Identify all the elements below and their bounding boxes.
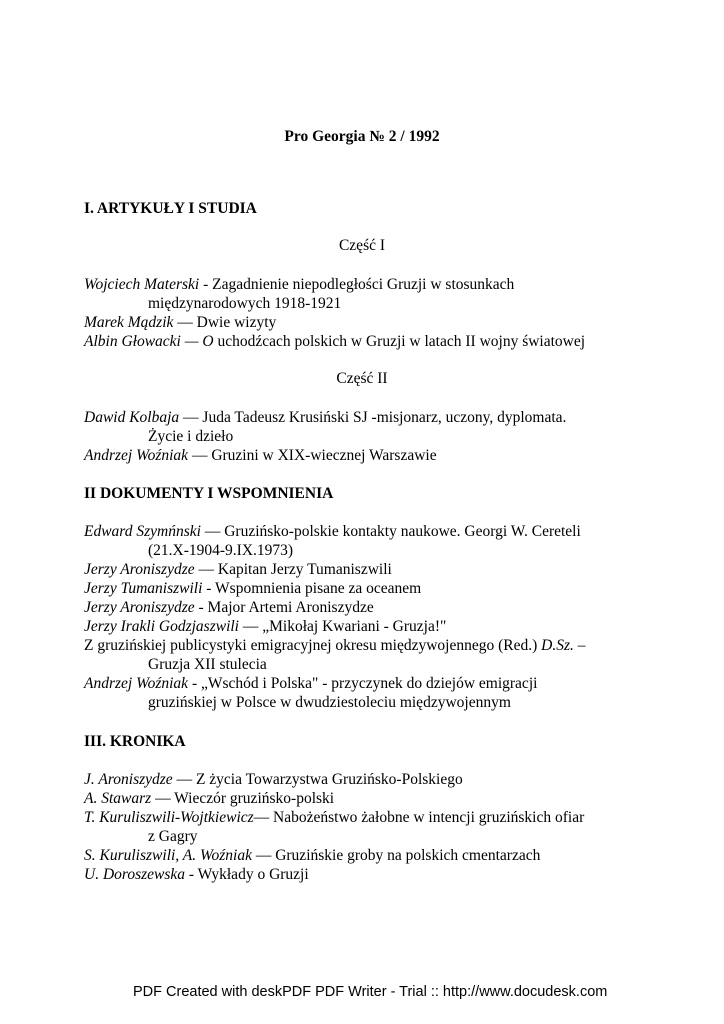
entry-title: — Wieczór gruzińsko-polski bbox=[151, 790, 335, 807]
entry-author: J. Aroniszydze bbox=[84, 771, 173, 788]
entry-author: Marek Mądzik bbox=[84, 314, 174, 331]
entry-author: Edward Szymńnski bbox=[84, 523, 201, 540]
entry-title: — Juda Tadeusz Krusiński SJ -misjonarz, uczony, dyplomata. bbox=[179, 409, 567, 426]
entry-title-continued: Życie i dzieło bbox=[148, 428, 234, 445]
toc-entry bbox=[84, 522, 644, 560]
toc-entry bbox=[84, 275, 644, 313]
entry-title-continued: gruzińskiej w Polsce w dwudziestoleciu międzywojennym bbox=[148, 694, 511, 711]
toc-entry bbox=[84, 789, 644, 808]
pdf-creator-footer: PDF Created with deskPDF PDF Writer - Trial :: http://www.docudesk.com bbox=[133, 984, 608, 1000]
toc-entry bbox=[84, 446, 644, 465]
entry-title: uchodźcach polskich w Gruzji w latach II wojny światowej bbox=[213, 333, 586, 350]
entry-title: - Wykłady o Gruzji bbox=[185, 866, 309, 883]
entry-author: Jerzy Aroniszydze bbox=[84, 599, 195, 616]
entry-title: — Z życia Towarzystwa Gruzińsko-Polskiego bbox=[172, 771, 463, 788]
entry-title: - „Wschód i Polska" - przyczynek do dziejów emigracji bbox=[188, 675, 538, 692]
entry-author: U. Doroszewska bbox=[84, 866, 186, 883]
entry-title: — Gruzini w XIX-wiecznej Warszawie bbox=[188, 447, 437, 464]
entry-title-continued: z Gagry bbox=[148, 828, 198, 845]
entry-author: Jerzy Irakli Godzjaszwili bbox=[84, 618, 239, 635]
section-heading-chronicle: III. KRONIKA bbox=[84, 733, 186, 750]
toc-entry bbox=[84, 598, 644, 617]
toc-entry bbox=[84, 332, 644, 351]
entry-title: — Kapitan Jerzy Tumaniszwili bbox=[194, 561, 392, 578]
toc-entry bbox=[84, 846, 644, 865]
entry-title-continued: Gruzja XII stulecia bbox=[148, 656, 267, 673]
entry-author: Jerzy Aroniszydze bbox=[84, 561, 195, 578]
entry-author: Andrzej Woźniak bbox=[84, 675, 189, 692]
entry-author: A. Stawarz bbox=[84, 790, 152, 807]
toc-entry bbox=[84, 674, 644, 712]
page-title: Pro Georgia № 2 / 1992 bbox=[284, 128, 440, 145]
entry-title: Z gruzińskiej publicystyki emigracyjnej okresu międzywojennego (Red.) bbox=[84, 637, 542, 654]
entry-title: — Gruzińsko-polskie kontakty naukowe. Georgi W. Cereteli bbox=[200, 523, 581, 540]
entry-author: Wojciech Materski bbox=[84, 276, 200, 293]
toc-entry bbox=[84, 865, 644, 884]
entry-title-dash: – bbox=[573, 637, 586, 654]
toc-entry bbox=[84, 313, 644, 332]
entry-author: Andrzej Woźniak bbox=[84, 447, 189, 464]
entry-title: — Nabożeństwo żałobne w intencji gruzińskich ofiar bbox=[253, 809, 585, 826]
section-heading-articles: I. ARTYKUŁY I STUDIA bbox=[84, 200, 257, 217]
toc-entry bbox=[84, 617, 644, 636]
entry-title: — Gruzińskie groby na polskich cmentarzach bbox=[251, 847, 541, 864]
entry-title: - Zagadnienie niepodległości Gruzji w stosunkach bbox=[199, 276, 515, 293]
entry-author: Dawid Kolbaja bbox=[84, 409, 180, 426]
entry-title: - Wspomnienia pisane za oceanem bbox=[202, 580, 422, 597]
part-heading-2: Część II bbox=[336, 370, 388, 387]
entry-title: — „Mikołaj Kwariani - Gruzja!" bbox=[239, 618, 447, 635]
entry-author: Jerzy Tumaniszwili bbox=[84, 580, 203, 597]
entry-author: D.Sz. bbox=[541, 637, 574, 654]
entry-title: — Dwie wizyty bbox=[173, 314, 277, 331]
entry-title-continued: międzynarodowych 1918-1921 bbox=[148, 295, 342, 312]
entry-title-continued: (21.X-1904-9.IX.1973) bbox=[148, 542, 294, 559]
part-heading-1: Część I bbox=[338, 237, 386, 254]
toc-entry bbox=[84, 770, 644, 789]
toc-entry bbox=[84, 636, 644, 674]
toc-entry bbox=[84, 560, 644, 579]
entry-author: S. Kuruliszwili, A. Woźniak bbox=[84, 847, 252, 864]
entry-title: - Major Artemi Aroniszydze bbox=[194, 599, 374, 616]
section-heading-documents: II DOKUMENTY I WSPOMNIENIA bbox=[84, 485, 334, 502]
toc-entry bbox=[84, 408, 644, 446]
toc-entry bbox=[84, 808, 644, 846]
entry-author: T. Kuruliszwili-Wojtkiewicz bbox=[84, 809, 254, 826]
toc-entry bbox=[84, 579, 644, 598]
entry-author: Albin Głowacki — O bbox=[84, 333, 214, 350]
